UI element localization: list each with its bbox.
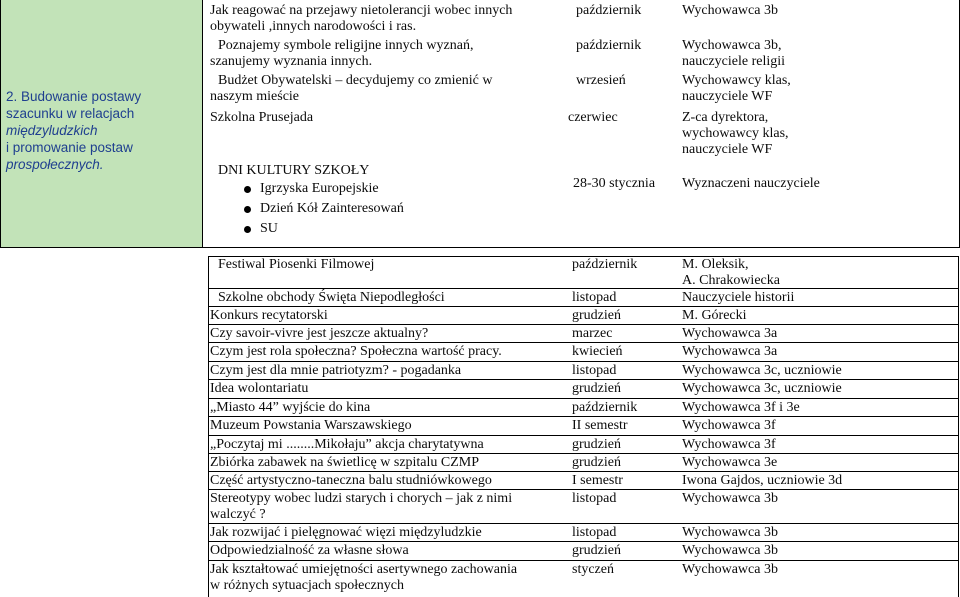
event-item: Igrzyska Europejskie (260, 181, 379, 196)
task-text: „Poczytaj mi ........Mikołaju” akcja charytatywna (210, 437, 484, 452)
responsible-text: Wychowawca 3c, uczniowie (682, 363, 842, 378)
bullet-icon (244, 206, 251, 213)
responsible-text: nauczyciele religii (682, 54, 785, 69)
event-item: Dzień Kół Zainteresowań (260, 201, 404, 216)
grid-line (208, 361, 958, 362)
task-text: Szkolna Prusejada (210, 110, 314, 125)
category-line: szacunku w relacjach (6, 106, 135, 121)
responsible-text: Nauczyciele historii (682, 290, 795, 305)
date-text: listopad (572, 290, 617, 305)
date-text: styczeń (572, 562, 614, 577)
grid-line (208, 471, 958, 472)
grid-line (208, 541, 958, 542)
date-text: listopad (572, 363, 617, 378)
task-text: Odpowiedzialność za własne słowa (210, 543, 409, 558)
task-text: walczyć ? (210, 507, 266, 522)
date-text: październik (576, 3, 642, 18)
event-title: DNI KULTURY SZKOŁY (218, 163, 370, 178)
grid-line (208, 523, 958, 524)
grid-line (208, 560, 958, 561)
task-text: Poznajemy symbole religijne innych wyznań, (218, 38, 474, 53)
responsible-text: M. Oleksik, (682, 257, 749, 272)
event-item: SU (260, 221, 278, 236)
responsible-text: nauczyciele WF (682, 142, 773, 157)
task-text: „Miasto 44” wyjście do kina (210, 400, 371, 415)
responsible-text: Wychowawca 3a (682, 326, 778, 341)
responsible-text: Wychowawca 3e (682, 455, 778, 470)
task-text: Czym jest dla mnie patriotyzm? - pogadanka (210, 363, 462, 378)
responsible-text: Wychowawca 3b (682, 525, 778, 540)
grid-line (0, 0, 1, 248)
date-text: I semestr (572, 473, 623, 488)
responsible-text: Wychowawcy klas, (682, 73, 791, 88)
date-text: listopad (572, 525, 617, 540)
responsible-text: Wychowawca 3f (682, 418, 776, 433)
grid-line (0, 247, 960, 248)
task-text: obywateli ,innych narodowości i ras. (210, 19, 417, 34)
responsible-text: Wyznaczeni nauczyciele (682, 176, 820, 191)
grid-line (208, 342, 958, 343)
responsible-text: Wychowawca 3a (682, 344, 778, 359)
bullet-icon (244, 186, 251, 193)
task-text: Stereotypy wobec ludzi starych i chorych – jak z nimi (210, 491, 513, 506)
grid-line (208, 306, 958, 307)
grid-line (208, 489, 958, 490)
date-text: kwiecień (572, 344, 623, 359)
date-text: listopad (572, 491, 617, 506)
task-text: Festiwal Piosenki Filmowej (218, 257, 375, 272)
grid-line (208, 379, 958, 380)
task-text: Szkolne obchody Święta Niepodległości (218, 290, 445, 305)
task-text: Idea wolontariatu (210, 381, 309, 396)
responsible-text: Wychowawca 3f i 3e (682, 400, 800, 415)
date-text: grudzień (572, 308, 621, 323)
responsible-text: Wychowawca 3b (682, 3, 778, 18)
grid-line (208, 416, 958, 417)
responsible-text: M. Górecki (682, 308, 747, 323)
task-text: Budżet Obywatelski – decydujemy co zmienić w (218, 73, 493, 88)
task-text: Muzeum Powstania Warszawskiego (210, 418, 412, 433)
task-text: szanujemy wyznania innych. (210, 54, 373, 69)
date-text: grudzień (572, 381, 621, 396)
responsible-text: Iwona Gajdos, uczniowie 3d (682, 473, 843, 488)
date-text: grudzień (572, 437, 621, 452)
grid-line (208, 324, 958, 325)
responsible-text: Wychowawca 3b, (682, 38, 782, 53)
category-line: międzyludzkich (6, 123, 98, 138)
category-line: i promowanie postaw (6, 140, 133, 155)
responsible-text: Wychowawca 3b (682, 491, 778, 506)
grid-line (208, 256, 209, 597)
category-title (6, 88, 196, 173)
responsible-text: Wychowawca 3b (682, 543, 778, 558)
grid-line (958, 256, 959, 597)
task-text: naszym mieście (210, 89, 300, 104)
task-text: Zbiórka zabawek na świetlicę w szpitalu CZMP (210, 455, 480, 470)
task-text: Jak rozwijać i pielęgnować więzi międzyludzkie (210, 525, 482, 540)
date-text: marzec (572, 326, 613, 341)
date-text: grudzień (572, 455, 621, 470)
grid-line (208, 288, 958, 289)
grid-line (208, 398, 958, 399)
task-text: Czy savoir-vivre jest jeszcze aktualny? (210, 326, 429, 341)
date-text: 28-30 stycznia (573, 176, 656, 191)
grid-line (202, 0, 203, 248)
date-text: październik (572, 400, 638, 415)
category-line: 2. Budowanie postawy (6, 89, 142, 104)
task-text: w różnych sytuacjach społecznych (210, 578, 404, 593)
responsible-text: wychowawcy klas, (682, 126, 789, 141)
date-text: październik (572, 257, 638, 272)
date-text: grudzień (572, 543, 621, 558)
responsible-text: nauczyciele WF (682, 89, 773, 104)
date-text: październik (576, 38, 642, 53)
grid-line (208, 453, 958, 454)
bullet-icon (244, 226, 251, 233)
grid-line (208, 435, 958, 436)
task-text: Czym jest rola społeczna? Społeczna wartość pracy. (210, 344, 502, 359)
responsible-text: Wychowawca 3c, uczniowie (682, 381, 842, 396)
responsible-text: Wychowawca 3f (682, 437, 776, 452)
date-text: wrzesień (576, 73, 626, 88)
date-text: czerwiec (568, 110, 618, 125)
task-text: Konkurs recytatorski (210, 308, 328, 323)
responsible-text: Z-ca dyrektora, (682, 110, 769, 125)
task-text: Jak kształtować umiejętności asertywnego zachowania (210, 562, 518, 577)
task-text: Część artystyczno-taneczna balu studniówkowego (210, 473, 492, 488)
task-text: Jak reagować na przejawy nietolerancji wobec innych (210, 3, 513, 18)
responsible-text: Wychowawca 3b (682, 562, 778, 577)
responsible-text: A. Chrakowiecka (682, 273, 780, 288)
date-text: II semestr (572, 418, 628, 433)
category-line: prospołecznych. (6, 157, 104, 172)
